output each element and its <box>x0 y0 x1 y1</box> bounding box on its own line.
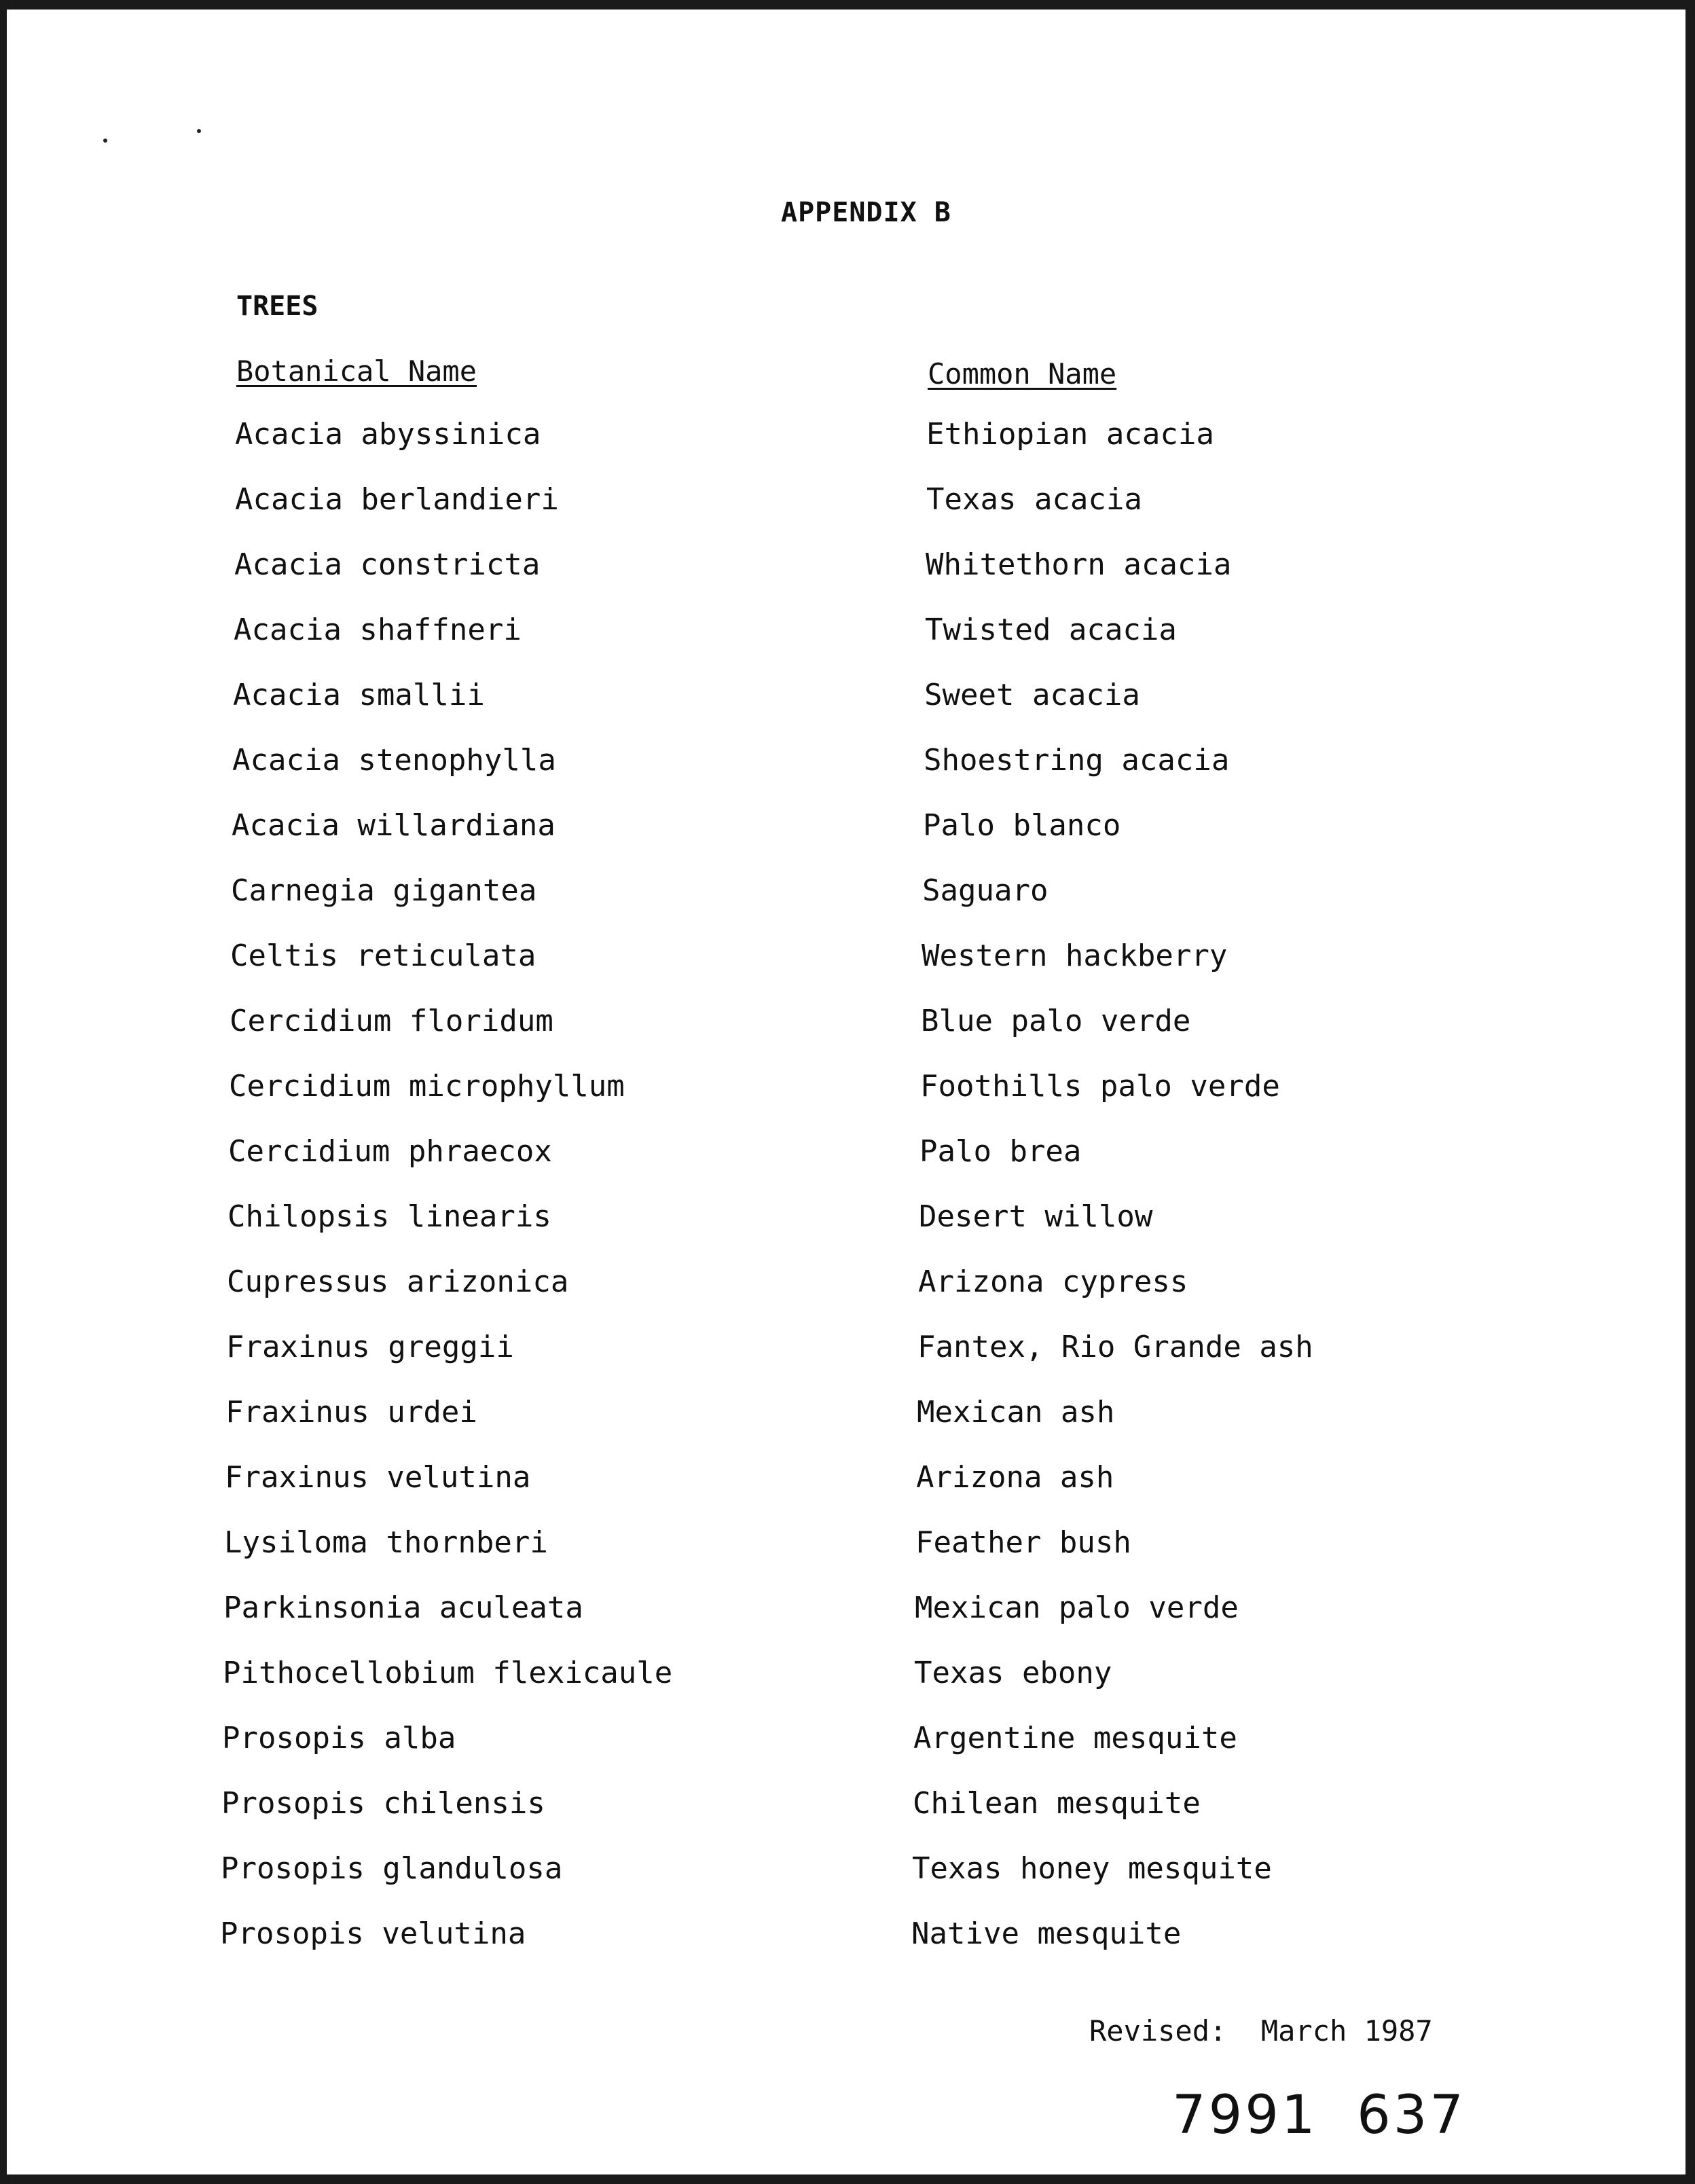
table-row <box>0 1851 1695 1912</box>
revision-date: Revised: March 1987 <box>1089 2014 1433 2047</box>
common-name: Palo blanco <box>923 808 1121 843</box>
common-name: Feather bush <box>915 1525 1131 1560</box>
table-row <box>0 1525 1695 1586</box>
table-row <box>0 1264 1695 1326</box>
table-row <box>0 1460 1695 1521</box>
common-name: Saguaro <box>922 873 1049 908</box>
scan-border-bottom <box>0 2174 1695 2184</box>
scan-speck <box>197 129 201 133</box>
column-header-common: Common Name <box>928 357 1117 390</box>
common-name: Western hackberry <box>922 939 1228 973</box>
table-row <box>0 547 1695 608</box>
botanical-name: Acacia constricta <box>234 547 541 582</box>
scan-border-top <box>0 0 1695 10</box>
botanical-name: Fraxinus velutina <box>225 1460 531 1495</box>
botanical-name: Chilopsis linearis <box>227 1199 551 1234</box>
common-name: Argentine mesquite <box>913 1721 1237 1755</box>
common-name: Arizona cypress <box>918 1264 1188 1299</box>
table-row <box>0 808 1695 869</box>
table-row <box>0 873 1695 934</box>
common-name: Whitethorn acacia <box>926 547 1232 582</box>
common-name: Texas acacia <box>926 482 1142 517</box>
table-row <box>0 1786 1695 1847</box>
scan-speck <box>103 139 107 143</box>
common-name: Blue palo verde <box>921 1004 1191 1038</box>
botanical-name: Lysiloma thornberi <box>224 1525 548 1560</box>
table-row <box>0 939 1695 1000</box>
common-name: Sweet acacia <box>924 678 1140 712</box>
botanical-name: Acacia stenophylla <box>232 743 556 778</box>
common-name: Texas honey mesquite <box>912 1851 1272 1886</box>
common-name: Desert willow <box>919 1199 1153 1234</box>
botanical-name: Pithocellobium flexicaule <box>223 1656 673 1690</box>
table-row <box>0 1656 1695 1717</box>
table-row <box>0 1134 1695 1195</box>
botanical-name: Prosopis glandulosa <box>221 1851 563 1886</box>
botanical-name: Fraxinus greggii <box>226 1330 514 1364</box>
botanical-name: Fraxinus urdei <box>225 1395 477 1430</box>
table-row <box>0 1004 1695 1065</box>
common-name: Arizona ash <box>916 1460 1114 1495</box>
botanical-name: Acacia willardiana <box>232 808 555 843</box>
table-row <box>0 678 1695 739</box>
table-row <box>0 482 1695 543</box>
botanical-name: Carnegia gigantea <box>231 873 537 908</box>
table-row <box>0 743 1695 804</box>
table-row <box>0 1916 1695 1978</box>
botanical-name: Acacia shaffneri <box>234 613 522 647</box>
common-name: Shoestring acacia <box>924 743 1230 778</box>
table-row <box>0 1395 1695 1456</box>
table-row <box>0 1199 1695 1260</box>
common-name: Twisted acacia <box>925 613 1177 647</box>
document-number: 7991 637 <box>1172 2085 1466 2146</box>
table-row <box>0 1069 1695 1130</box>
common-name: Palo brea <box>919 1134 1082 1169</box>
common-name: Mexican palo verde <box>915 1590 1239 1625</box>
botanical-name: Cercidium microphyllum <box>229 1069 625 1104</box>
table-row <box>0 613 1695 674</box>
table-row <box>0 1590 1695 1652</box>
table-row <box>0 417 1695 478</box>
botanical-name: Cupressus arizonica <box>227 1264 569 1299</box>
common-name: Mexican ash <box>917 1395 1115 1430</box>
botanical-name: Acacia smallii <box>233 678 485 712</box>
common-name: Foothills palo verde <box>920 1069 1280 1104</box>
botanical-name: Prosopis chilensis <box>221 1786 545 1821</box>
botanical-name: Prosopis velutina <box>220 1916 526 1951</box>
common-name: Chilean mesquite <box>913 1786 1201 1821</box>
botanical-name: Prosopis alba <box>222 1721 456 1755</box>
botanical-name: Acacia berlandieri <box>235 482 559 517</box>
common-name: Texas ebony <box>914 1656 1112 1690</box>
page-title: APPENDIX B <box>781 197 951 228</box>
section-heading: TREES <box>236 291 318 322</box>
botanical-name: Parkinsonia aculeata <box>223 1590 583 1625</box>
botanical-name: Cercidium floridum <box>230 1004 553 1038</box>
botanical-name: Celtis reticulata <box>230 939 536 973</box>
common-name: Native mesquite <box>911 1916 1182 1951</box>
common-name: Fantex, Rio Grande ash <box>917 1330 1313 1364</box>
common-name: Ethiopian acacia <box>926 417 1214 452</box>
table-row <box>0 1721 1695 1782</box>
table-row <box>0 1330 1695 1391</box>
botanical-name: Cercidium phraecox <box>228 1134 552 1169</box>
column-header-botanical: Botanical Name <box>236 354 477 388</box>
botanical-name: Acacia abyssinica <box>235 417 541 452</box>
